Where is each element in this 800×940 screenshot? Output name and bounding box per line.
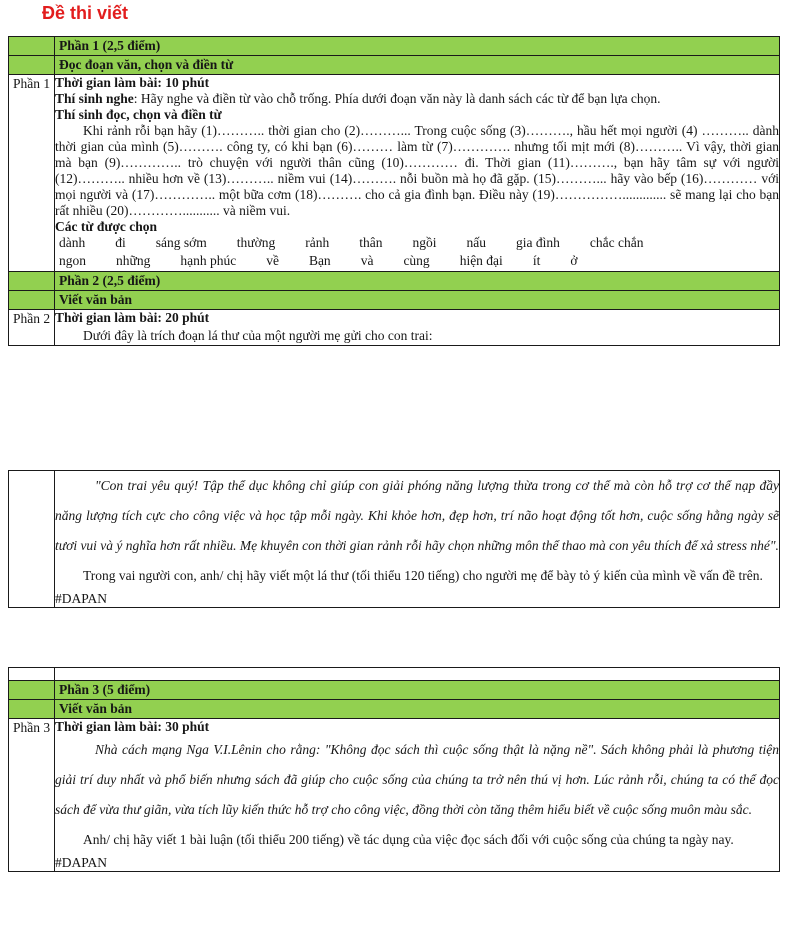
part3-answer-tag: #DAPAN xyxy=(55,855,108,870)
part2-header-title: Phần 2 (2,5 điểm) xyxy=(55,271,780,290)
part1-body-cell xyxy=(55,75,780,272)
part2-subheader-row xyxy=(9,290,780,309)
word-choice: gia đình xyxy=(516,234,560,250)
word-choice: những xyxy=(116,252,151,268)
word-choice: nấu xyxy=(466,234,487,250)
part3-table xyxy=(8,667,780,872)
word-choice: cùng xyxy=(403,252,430,268)
part2-time-limit: Thời gian làm bài: 20 phút xyxy=(55,309,210,325)
word-choice: ngon xyxy=(59,252,86,268)
word-choices-label: Các từ được chọn xyxy=(55,218,158,234)
word-choice: thân xyxy=(359,234,383,250)
part1-body-row xyxy=(9,75,780,272)
part1-cloze-passage: Khi rảnh rỗi bạn hãy (1)……….. thời gian cho (2)………... Trong cuộc sống (3)………., hầu hết mọi người (4) ……….. dành thời gian của mình (5)………. công ty, có khi bạn (6)……… làm từ (7)…………. nhưng tối mịt mới (8)……….. Vì vậy, thời gian mà bạn (9)………….. trò chuyện với người thân cũng (10)………… đi. Thời gian (11)………., bạn hãy tâm sự với người (12)……….. nhiều hơn về (13)……….. niềm vui (14)………. nỗi buồn mà họ đã gặp. (15)………... hãy vào bếp (16)………… với mọi người và (17)………….. một bữa cơm (18)………. cho cả gia đình bạn. Điều này (19)……………............. sẽ mang lại cho bạn rất nhiều (20)…………........... và niềm vui. xyxy=(55,123,779,218)
part1-subheader-row xyxy=(9,56,780,75)
part1-time-limit: Thời gian làm bài: 10 phút xyxy=(55,75,210,90)
word-choice: ngồi xyxy=(412,234,437,250)
word-choice: hiện đại xyxy=(459,252,503,268)
word-choice: và xyxy=(360,252,374,268)
part1-subheader-spacer-cell xyxy=(9,56,55,75)
word-choices-row-1 xyxy=(55,235,779,253)
part2-body-cell xyxy=(55,309,780,346)
part1-reading-label: Thí sinh đọc, chọn và điền từ xyxy=(55,107,222,122)
part1-part2-table xyxy=(8,36,780,346)
word-choice: thường xyxy=(236,234,276,250)
page-title: Đề thi viết xyxy=(42,3,129,23)
letter-excerpt-table xyxy=(8,470,780,608)
word-choices-row-2 xyxy=(55,253,779,271)
letter-excerpt-text: "Con trai yêu quý! Tập thể dục không chỉ giúp con giải phóng năng lượng thừa trong cơ thể mà còn hỗ trợ cơ thể nạp đầy năng lượng tích cực cho công việc và học tập mỗi ngày. Khi khỏe hơn, đẹp hơn, trí não hoạt động tốt hơn, cuộc sống hằng ngày sẽ tươi vui và ý nghĩa hơn rất nhiều. Mẹ khuyên con thời gian rảnh rỗi hãy chọn những môn thể thao mà con yêu thích để xả stress nhé". xyxy=(55,478,779,553)
part3-quote-text: Nhà cách mạng Nga V.I.Lênin cho rằng: "Không đọc sách thì cuộc sống thật là nặng nề". Sách không phải là phương tiện giải trí duy nhất và phổ biến nhưng sách đã giúp cho cuộc sống của chúng ta trở nên thú vị hơn. Lúc rảnh rỗi, chúng ta có thể đọc sách để vừa thư giãn, vừa tích lũy kiến thức hỗ trợ cho công việc, đồng thời còn tăng thêm hiểu biết về cuộc sống muôn màu sắc. xyxy=(55,742,779,817)
part2-intro-text: Dưới đây là trích đoạn lá thư của một người mẹ gửi cho con trai: xyxy=(83,327,433,343)
part3-body-cell xyxy=(55,719,780,872)
letter-side-spacer-cell xyxy=(9,471,55,608)
word-choice: rảnh xyxy=(305,234,330,250)
part3-body-row xyxy=(9,719,780,872)
part3-time-limit: Thời gian làm bài: 30 phút xyxy=(55,719,210,734)
part1-listening-text: : Hãy nghe và điền từ vào chỗ trống. Phía dưới đoạn văn này là danh sách các từ để bạn lựa chọn. xyxy=(133,91,661,106)
part2-subheader-spacer-cell xyxy=(9,290,55,309)
part2-body-row xyxy=(9,309,780,346)
part3-subheader-row xyxy=(9,700,780,719)
part2-subheader-title: Viết văn bản xyxy=(55,290,780,309)
word-choice: hạnh phúc xyxy=(180,252,237,268)
word-choice: dành xyxy=(59,234,86,250)
word-choice: về xyxy=(266,252,279,268)
part2-header-row xyxy=(9,271,780,290)
letter-task-text: Trong vai người con, anh/ chị hãy viết một lá thư (tối thiểu 120 tiếng) cho người mẹ để bày tỏ ý kiến của mình về vấn đề trên. xyxy=(83,568,763,583)
part3-spacer-right-cell xyxy=(55,668,780,681)
word-choice: chắc chắn xyxy=(589,234,644,250)
part1-header-spacer-cell xyxy=(9,37,55,56)
part1-subheader-title: Đọc đoạn văn, chọn và điền từ xyxy=(55,56,780,75)
part3-header-row xyxy=(9,681,780,700)
part3-subheader-spacer-cell xyxy=(9,700,55,719)
part2-side-label: Phần 2 xyxy=(9,309,55,346)
part1-listening-label: Thí sinh nghe xyxy=(55,91,134,106)
word-choice: ít xyxy=(532,252,541,268)
letter-body-row xyxy=(9,471,780,608)
part1-side-label: Phần 1 xyxy=(9,75,55,272)
part3-subheader-title: Viết văn bản xyxy=(55,700,780,719)
letter-answer-tag: #DAPAN xyxy=(55,591,108,606)
part3-header-title: Phần 3 (5 điểm) xyxy=(55,681,780,700)
part3-spacer-left-cell xyxy=(9,668,55,681)
word-choice: đi xyxy=(115,234,126,250)
letter-body-cell xyxy=(55,471,780,608)
part1-header-row xyxy=(9,37,780,56)
word-choice: Bạn xyxy=(308,252,331,268)
word-choice: ở xyxy=(570,252,578,268)
part3-spacer-row xyxy=(9,668,780,681)
part2-header-spacer-cell xyxy=(9,271,55,290)
part3-task-text: Anh/ chị hãy viết 1 bài luận (tối thiểu 200 tiếng) về tác dụng của việc đọc sách đối với cuộc sống của chúng ta ngày nay. xyxy=(83,832,734,847)
part3-side-label: Phần 3 xyxy=(9,719,55,872)
part3-header-spacer-cell xyxy=(9,681,55,700)
part1-header-title: Phần 1 (2,5 điểm) xyxy=(55,37,780,56)
part1-listening-instruction xyxy=(55,91,779,107)
word-choice: sáng sớm xyxy=(155,234,207,250)
